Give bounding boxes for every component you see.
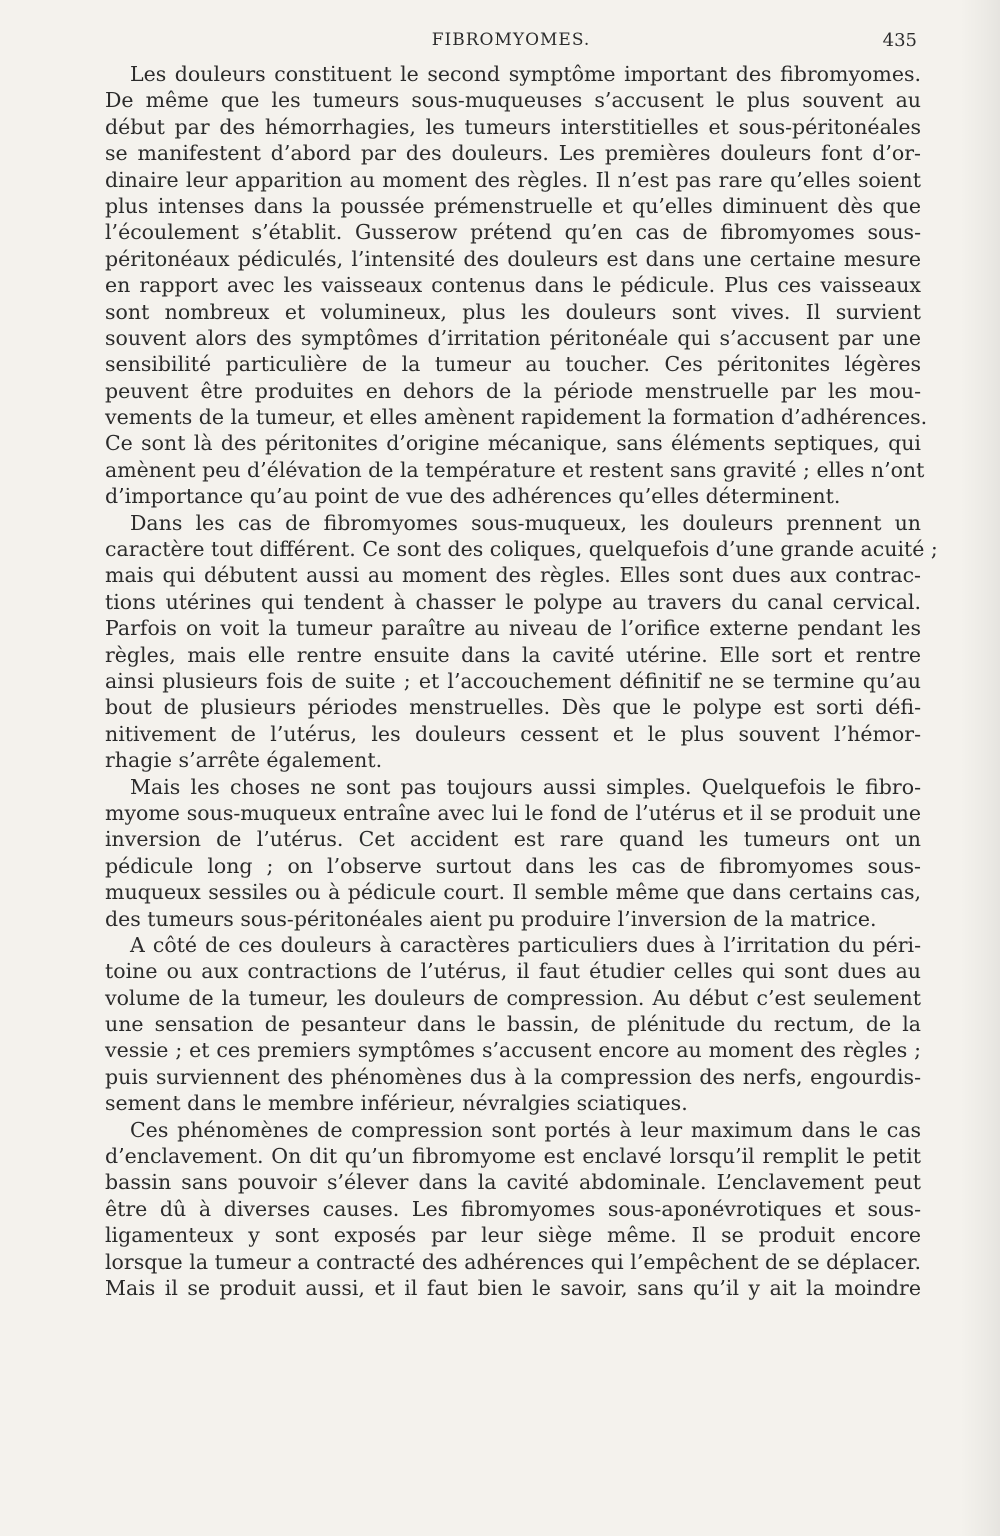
running-head: FIBROMYOMES. bbox=[431, 30, 591, 50]
text-line: Mais il se produit aussi, et il faut bien le savoir, sans qu’il y ait la moindre bbox=[105, 1275, 921, 1300]
text-line: l’écoulement s’établit. Gusserow prétend qu’en cas de fibromyomes sous- bbox=[105, 220, 921, 245]
text-line: mais qui débutent aussi au moment des règles. Elles sont dues aux contrac- bbox=[105, 563, 921, 588]
text-line: dinaire leur apparition au moment des règles. Il n’est pas rare qu’elles soient bbox=[105, 167, 921, 192]
text-line: sont nombreux et volumineux, plus les douleurs sont vives. Il survient bbox=[105, 299, 921, 324]
text-line: être dû à diverses causes. Les fibromyomes sous-aponévrotiques et sous- bbox=[105, 1196, 921, 1221]
page-edge-shadow bbox=[960, 0, 1000, 1536]
text-line: puis surviennent des phénomènes dus à la compression des nerfs, engourdis- bbox=[105, 1064, 921, 1089]
text-line: A côté de ces douleurs à caractères particuliers dues à l’irritation du péri- bbox=[130, 932, 921, 957]
text-line: peuvent être produites en dehors de la période menstruelle par les mou- bbox=[105, 378, 921, 403]
text-line: sensibilité particulière de la tumeur au toucher. Ces péritonites légères bbox=[105, 352, 921, 377]
text-line: caractère tout différent. Ce sont des coliques, quelquefois d’une grande acuité ; bbox=[105, 537, 938, 562]
text-line: vements de la tumeur, et elles amènent rapidement la formation d’adhérences. bbox=[105, 405, 928, 430]
text-line: pédicule long ; on l’observe surtout dans les cas de fibromyomes sous- bbox=[105, 853, 921, 878]
text-line: se manifestent d’abord par des douleurs. Les premières douleurs font d’or- bbox=[105, 141, 921, 166]
paragraph-5 bbox=[105, 1117, 921, 1302]
page-header bbox=[105, 30, 917, 54]
text-line: Les douleurs constituent le second symptôme important des fibromyomes. bbox=[130, 62, 921, 86]
text-line: toine ou aux contractions de l’utérus, il faut étudier celles qui sont dues au bbox=[105, 959, 921, 984]
text-line: des tumeurs sous-péritonéales aient pu produire l’inversion de la matrice. bbox=[105, 906, 877, 931]
text-line: Dans les cas de fibromyomes sous-muqueux, les douleurs prennent un bbox=[130, 510, 921, 535]
paragraph-1 bbox=[105, 61, 928, 510]
paragraph-3 bbox=[105, 774, 921, 932]
text-line: péritonéaux pédiculés, l’intensité des douleurs est dans une certaine mesure bbox=[105, 246, 921, 271]
text-line: volume de la tumeur, les douleurs de compression. Au début c’est seulement bbox=[105, 985, 921, 1010]
text-line: début par des hémorrhagies, les tumeurs interstitielles et sous-péritonéales bbox=[105, 114, 921, 139]
text-line: tions utérines qui tendent à chasser le polype au travers du canal cervical. bbox=[105, 589, 921, 614]
text-line: rhagie s’arrête également. bbox=[105, 748, 383, 773]
text-line: bout de plusieurs périodes menstruelles. Dès que le polype est sorti défi- bbox=[105, 695, 921, 720]
paragraph-4 bbox=[105, 932, 921, 1117]
page-number: 435 bbox=[882, 30, 917, 51]
text-line: Mais les choses ne sont pas toujours aussi simples. Quelquefois le fibro- bbox=[130, 774, 921, 799]
body-text bbox=[105, 61, 938, 1301]
text-line: vessie ; et ces premiers symptômes s’accusent encore au moment des règles ; bbox=[105, 1038, 921, 1063]
text-line: ainsi plusieurs fois de suite ; et l’accouchement définitif ne se termine qu’au bbox=[105, 668, 921, 693]
text-line: nitivement de l’utérus, les douleurs cessent et le plus souvent l’hémor- bbox=[105, 721, 921, 746]
text-line: Parfois on voit la tumeur paraître au niveau de l’orifice externe pendant les bbox=[105, 616, 921, 641]
text-line: une sensation de pesanteur dans le bassin, de plénitude du rectum, de la bbox=[105, 1012, 921, 1037]
text-line: amènent peu d’élévation de la température et restent sans gravité ; elles n’ont bbox=[105, 457, 925, 482]
text-line: lorsque la tumeur a contracté des adhérences qui l’empêchent de se déplacer. bbox=[105, 1249, 921, 1274]
text-line: règles, mais elle rentre ensuite dans la cavité utérine. Elle sort et rentre bbox=[105, 642, 921, 667]
text-line: bassin sans pouvoir s’élever dans la cavité abdominale. L’enclavement peut bbox=[105, 1170, 921, 1195]
text-line: muqueux sessiles ou à pédicule court. Il semble même que dans certains cas, bbox=[105, 880, 921, 905]
text-line: De même que les tumeurs sous-muqueuses s’accusent le plus souvent au bbox=[105, 88, 921, 113]
text-line: ligamenteux y sont exposés par leur siège même. Il se produit encore bbox=[105, 1223, 921, 1248]
text-line: souvent alors des symptômes d’irritation péritonéale qui s’accusent par une bbox=[105, 325, 921, 350]
text-line: en rapport avec les vaisseaux contenus dans le pédicule. Plus ces vaisseaux bbox=[105, 273, 921, 298]
text-line: myome sous-muqueux entraîne avec lui le fond de l’utérus et il se produit une bbox=[105, 800, 921, 825]
text-line: sement dans le membre inférieur, névralgies sciatiques. bbox=[105, 1091, 688, 1116]
text-line: d’enclavement. On dit qu’un fibromyome est enclavé lorsqu’il remplit le petit bbox=[105, 1144, 921, 1169]
text-line: d’importance qu’au point de vue des adhérences qu’elles déterminent. bbox=[105, 484, 841, 509]
text-line: inversion de l’utérus. Cet accident est rare quand les tumeurs ont un bbox=[105, 827, 921, 852]
text-line: Ces phénomènes de compression sont portés à leur maximum dans le cas bbox=[130, 1117, 921, 1142]
text-line: Ce sont là des péritonites d’origine mécanique, sans éléments septiques, qui bbox=[105, 431, 921, 456]
paragraph-2 bbox=[105, 510, 938, 774]
text-line: plus intenses dans la poussée prémenstruelle et qu’elles diminuent dès que bbox=[105, 193, 921, 218]
